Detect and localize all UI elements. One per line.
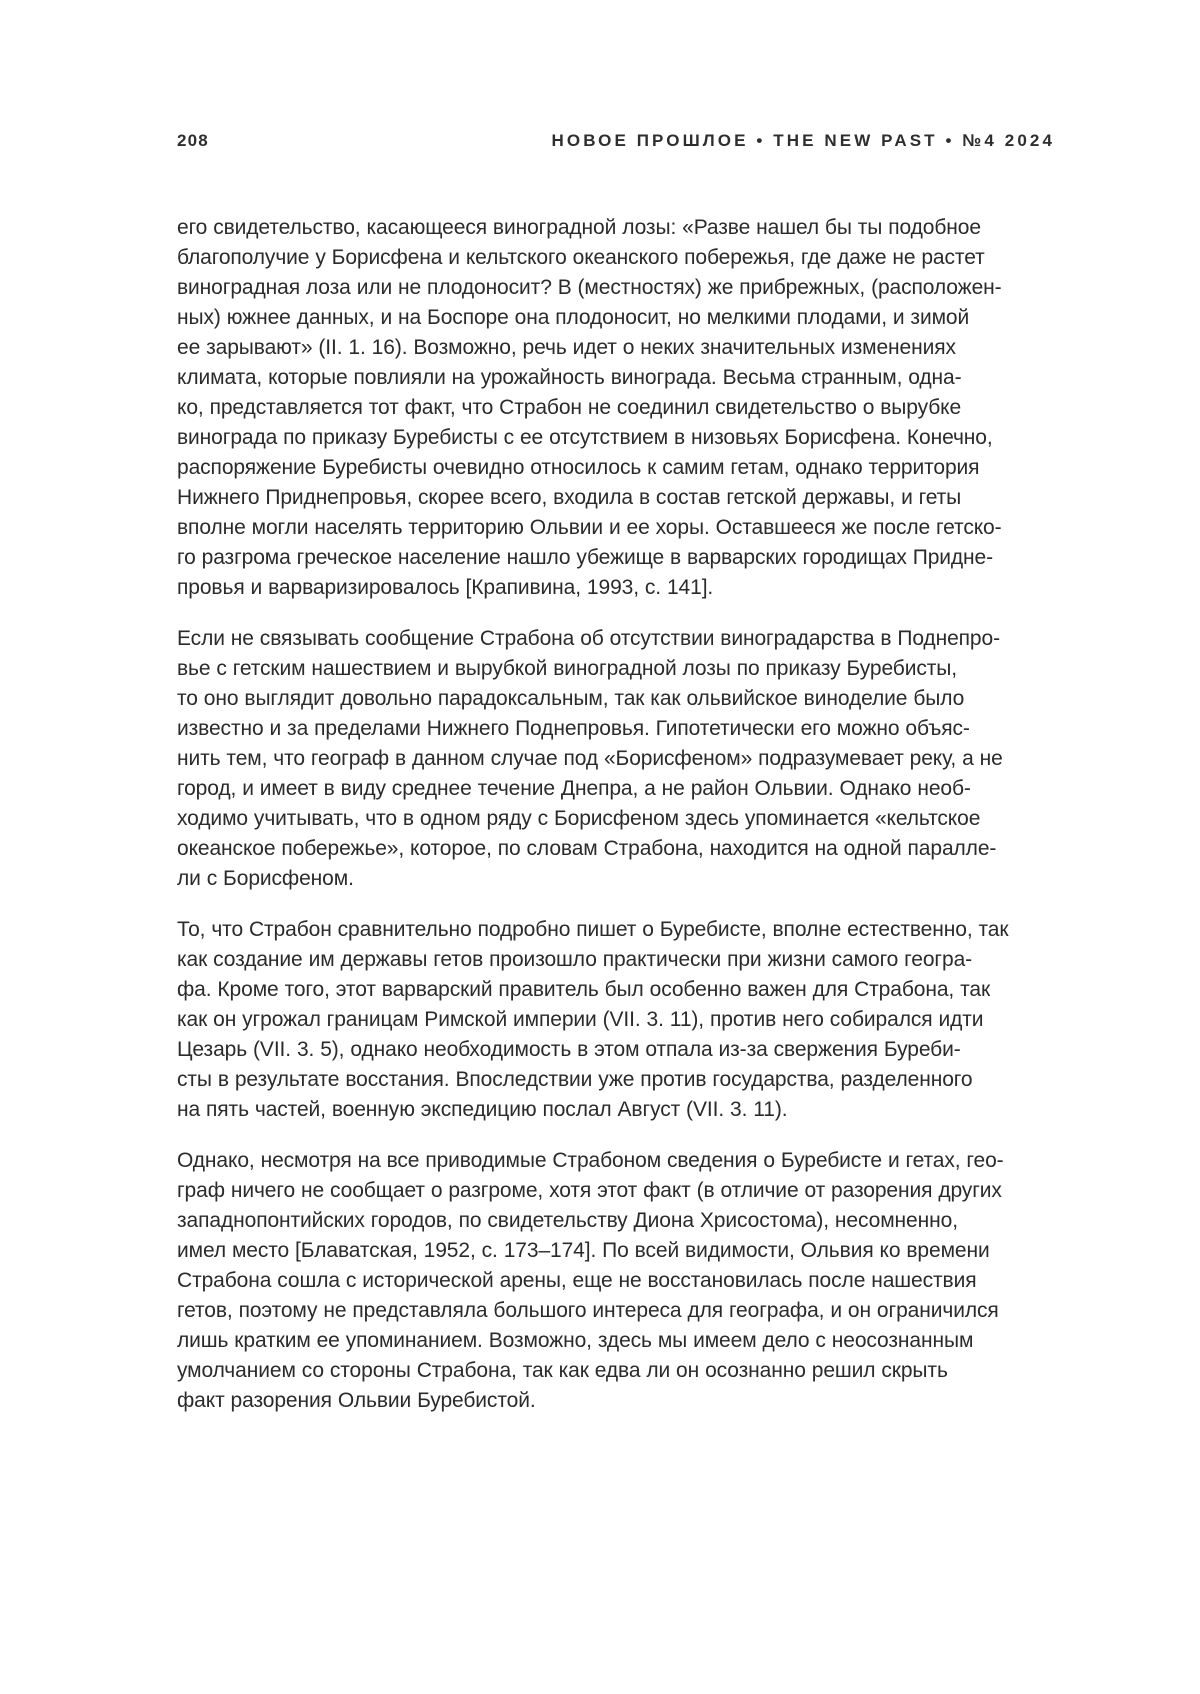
body-paragraph: Если не связывать сообщение Страбона об отсутствии виноградарства в Поднепро- вье с гетским нашествием и вырубкой виноградной лозы по приказу Буребисты, то оно выглядит довольно парадоксальным, так как ольвийское виноделие было известно и за пределами Нижнего Поднепровья. Гипотетически его можно объяс- нить тем, что географ в данном случае под «Борисфеном» подразумевает реку, а не город, и имеет в виду среднее течение Днепра, а не район Ольвии. Однако необ- ходимо учитывать, что в одном ряду с Борисфеном здесь упоминается «кельтское океанское побережье», которое, по словам Страбона, находится на одной паралле- ли с Борисфеном. [177, 627, 1003, 890]
page-number: 208 [177, 131, 209, 150]
body-paragraph: Однако, несмотря на все приводимые Страбоном сведения о Буребисте и гетах, гео- граф ничего не сообщает о разгроме, хотя этот факт (в отличие от разорения других западнопонтийских городов, по свидетельству Диона Хрисостома), несомненно, имел место [Блаватская, 1952, с. 173–174]. По всей видимости, Ольвия ко времени Страбона сошла с исторической арены, еще не восстановилась после нашествия гетов, поэтому не представляла большого интереса для географа, и он ограничился лишь кратким ее упоминанием. Возможно, здесь мы имеем дело с неосознанным умолчанием со стороны Страбона, так как едва ли он осознанно решил скрыть факт разорения Ольвии Буребистой. [177, 1149, 1004, 1412]
body-paragraph: То, что Страбон сравнительно подробно пишет о Буребисте, вполне естественно, так как создание им державы гетов произошло практически при жизни самого геогра- фа. Кроме того, этот варварский правитель был особенно важен для Страбона, так как он угрожал границам Римской империи (VII. 3. 11), против него собирался идти Цезарь (VII. 3. 5), однако необходимость в этом отпала из-за свержения Буреби- сты в результате восстания. Впоследствии уже против государства, разделенного на пять частей, военную экспедицию послал Август (VII. 3. 11). [177, 918, 1009, 1121]
body-paragraph: его свидетельство, касающееся виноградной лозы: «Разве нашел бы ты подобное благополучие у Борисфена и кельтского океанского побережья, где даже не растет виноградная лоза или не плодоносит? В (местностях) же прибрежных, (расположен- ных) южнее данных, и на Боспоре она плодоносит, но мелкими плодами, и зимой ее зарывают» (II. 1. 16). Возможно, речь идет о неких значительных изменениях климата, которые повлияли на урожайность винограда. Весьма странным, одна- ко, представляется тот факт, что Страбон не соединил свидетельство о вырубке винограда по приказу Буребисты с ее отсутствием в низовьях Борисфена. Конечно, распоряжение Буребисты очевидно относилось к самим гетам, однако территория Нижнего Приднепровья, скорее всего, входила в состав гетской державы, и геты вполне могли населять территорию Ольвии и ее хоры. Оставшееся же после гетско- го разгрома греческое население нашло убежище в варварских городищах Придне- провья и варваризировалось [Крапивина, 1993, с. 141]. [177, 216, 1002, 599]
journal-title: НОВОЕ ПРОШЛОЕ • THE NEW PAST • №4 2024 [551, 131, 1055, 150]
running-header [177, 131, 1055, 151]
article-body [177, 213, 1077, 1416]
